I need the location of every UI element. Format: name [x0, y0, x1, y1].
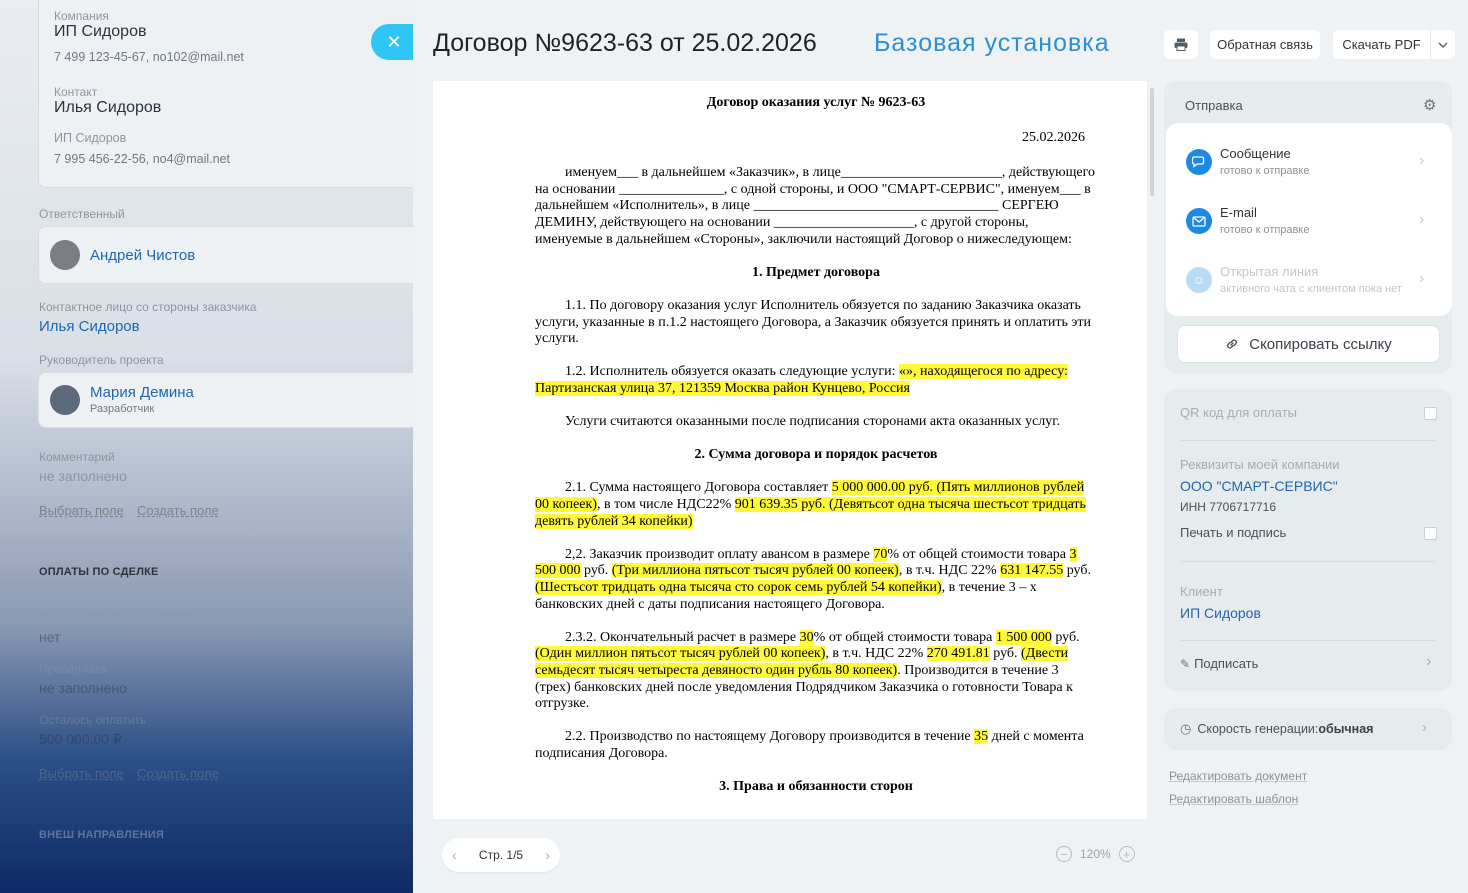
stamp-checkbox[interactable] [1424, 527, 1437, 540]
client-contact-caption: Контактное лицо со стороны заказчика [39, 300, 257, 314]
chevron-right-icon: › [1419, 152, 1425, 169]
generation-speed [1180, 721, 1373, 737]
channel-name: E-mail [1220, 205, 1257, 220]
create-field-link[interactable]: Создать поле [137, 503, 219, 518]
chevron-right-icon: › [1426, 653, 1432, 670]
clause-2-3-2-final: 2.3.2. Окончательный расчет в размере 30% от общей стоимости товара 1 500 000 руб. (Один миллион пятьсот тысяч рублей 00 копеек), в т.ч. НДС 22% 270 491.81 руб. (Двести семьдесят тысяч четыреста девяносто один рубль 80 копеек). Производится в течение 3 (трех) банковских дней после уведомления Подрядчиком Заказчика о готовности Товара к отгрузке. [535, 629, 1080, 712]
speed-value: обычная [1318, 722, 1374, 736]
choose-field-link-2[interactable]: Выбрать поле [39, 766, 124, 781]
bottom-section-title: ВНЕШ НАПРАВЛЕНИЯ [39, 829, 164, 841]
link-icon [1225, 337, 1239, 351]
send-title: Отправка [1185, 98, 1243, 113]
page-indicator: Стр. 1/5 [478, 848, 524, 862]
mail-icon [1186, 208, 1212, 234]
prepay-caption: Предоплата [39, 662, 107, 676]
feedback-button[interactable]: Обратная связь [1210, 30, 1320, 59]
recalc-value: нет [39, 629, 61, 645]
channel-status: готово к отправке [1220, 165, 1310, 177]
zoom-control [1056, 846, 1135, 862]
client-caption: Клиент [1180, 584, 1223, 599]
clause-2-2-advance: 2,2. Заказчик производит оплату авансом в размере 70% от общей стоимости товара 3 500 000 руб. (Три миллиона пятьсот тысяч рублей 00 копеек), в т.ч. НДС 22% 631 147.55 руб. (Шестьсот тридцать одна тысяча сто сорок семь рублей 54 копейки), в течение 3 – х банковских дней с даты подписания настоящего Договора. [535, 546, 1091, 612]
send-card [1164, 81, 1452, 373]
document-date: 25.02.2026 [1022, 129, 1085, 145]
document-intro: именуем___ в дальнейшем «Заказчик», в лице_______________________, действующего на основании _______________, с одной стороны, и ООО "СМАРТ-СЕРВИС", именуем___ в дальнейшем «Исполнитель», в лице ___________________________________ СЕРГЕЮ ДЕМИНУ, действующего на основании ____________________, с другой стороны, именуемые в дальнейшем «Стороны», заключили настоящий Договор о нижеследующем: [535, 165, 1095, 247]
choose-field-link[interactable]: Выбрать поле [39, 503, 124, 518]
document-slider-panel [413, 0, 1468, 893]
next-page-icon[interactable]: › [545, 847, 550, 863]
qr-checkbox[interactable] [1424, 407, 1437, 420]
gear-icon[interactable]: ⚙ [1423, 97, 1437, 114]
download-pdf-button[interactable]: Скачать PDF [1333, 30, 1430, 59]
pm-role: Разработчик [90, 403, 155, 415]
contact-name[interactable]: Илья Сидоров [54, 99, 162, 116]
zoom-out-icon[interactable]: − [1056, 846, 1072, 862]
document-title: Договор №9623-63 от 25.02.2026 [433, 29, 817, 57]
chevron-down-icon [1438, 42, 1448, 48]
client-contact-name[interactable]: Илья Сидоров [39, 318, 140, 335]
section-1-title: 1. Предмет договора [752, 264, 880, 280]
zoom-level: 120% [1080, 847, 1111, 861]
payments-section-title: ОПЛАТЫ ПО СДЕЛКЕ [39, 566, 159, 578]
chat-icon [1186, 149, 1212, 175]
highlight-total: 5 000 000.00 руб. (Пять миллионов рублей 00 копеек) [535, 480, 1085, 513]
divider [1180, 440, 1436, 441]
clause-2-1: 2.1. Сумма настоящего Договора составляет 5 000 000.00 руб. (Пять миллионов рублей 00 копеек), в том числе НДС22% 901 639.35 руб. (Девятьсот одна тысяча шестьсот тридцать девять рублей 34 копейки) [535, 480, 1086, 529]
requisites-card [1164, 389, 1452, 691]
channel-open-line[interactable] [1184, 261, 1439, 311]
chevron-right-icon: › [1419, 270, 1425, 287]
speed-label: Скорость генерации: [1197, 722, 1319, 736]
services-note: Услуги считаются оказанными после подписания сторонами акта оказанных услуг. [565, 414, 1060, 430]
pm-caption: Руководитель проекта [39, 353, 164, 367]
stamp-label: Печать и подпись [1180, 525, 1287, 540]
clock-icon: ◷ [1180, 721, 1192, 736]
highlight-vat: 901 639.35 руб. (Девятьсот одна тысяча шестьсот тридцать девять рублей 34 копейки) [535, 497, 1086, 529]
close-slider-button[interactable] [371, 24, 417, 60]
close-icon: ✕ [386, 31, 402, 52]
chevron-right-icon: › [1422, 719, 1427, 736]
generation-speed-card[interactable] [1164, 708, 1452, 750]
zoom-in-icon[interactable]: + [1119, 846, 1135, 862]
remain-caption: Осталось оплатить [39, 713, 147, 727]
sign-button[interactable] [1180, 656, 1258, 671]
comment-value: не заполнено [39, 468, 127, 484]
qr-label: QR код для оплаты [1180, 405, 1298, 420]
divider [1180, 561, 1436, 562]
divider [1180, 640, 1436, 641]
edit-template-link[interactable]: Редактировать шаблон [1169, 792, 1299, 806]
responsible-caption: Ответственный [39, 207, 125, 221]
copy-link-button[interactable] [1177, 325, 1440, 363]
contact-contacts: 7 995 456-22-56, no4@mail.net [54, 152, 231, 166]
send-channels [1166, 123, 1452, 316]
download-options-button[interactable] [1430, 30, 1455, 59]
clause-2-2-term: 2.2. Производство по настоящему Договору производится в течение 35 дней с момента подписания Договора. [535, 729, 1084, 761]
print-button[interactable] [1164, 30, 1198, 59]
edit-document-link[interactable]: Редактировать документ [1169, 769, 1308, 783]
responsible-avatar [50, 240, 80, 270]
my-company-inn: ИНН 7706717716 [1180, 500, 1277, 514]
document-preview[interactable] [433, 81, 1147, 819]
channel-status: активного чата с клиентом пока нет [1220, 283, 1402, 295]
channel-name: Сообщение [1220, 146, 1291, 161]
page-navigator [442, 838, 560, 872]
contact-caption: Контакт [54, 85, 98, 99]
channel-email[interactable] [1184, 202, 1439, 252]
print-icon [1174, 38, 1188, 51]
company-name[interactable]: ИП Сидоров [54, 23, 147, 40]
recalc-caption: Пересчитать данные сделки [39, 611, 198, 625]
clause-1-2: 1.2. Исполнитель обязуется оказать следующие услуги: «», находящегося по адресу: Партизанская улица 37, 121359 Москва район Кунцево, Россия [535, 364, 1068, 396]
copy-link-label: Скопировать ссылку [1249, 335, 1392, 353]
highlight-address: «», находящегося по адресу: Партизанская улица 37, 121359 Москва район Кунцево, Россия [535, 364, 1068, 396]
prepay-value: не заполнено [39, 680, 127, 696]
responsible-name[interactable]: Андрей Чистов [90, 247, 196, 264]
company-caption: Компания [54, 9, 109, 23]
open-line-icon: ☺ [1186, 267, 1212, 293]
comment-caption: Комментарий [39, 450, 115, 464]
chevron-right-icon: › [1419, 211, 1425, 228]
pm-name[interactable]: Мария Демина [90, 384, 194, 401]
document-body [535, 95, 1097, 812]
contact-company: ИП Сидоров [54, 131, 127, 145]
pm-avatar [50, 385, 80, 415]
company-contacts: 7 499 123-45-67, no102@mail.net [54, 50, 244, 64]
client-name[interactable]: ИП Сидоров [1180, 605, 1261, 621]
remain-value: 500 000.00 ₽ [39, 731, 122, 747]
my-company-name[interactable]: ООО "СМАРТ-СЕРВИС" [1180, 478, 1338, 494]
background-deal-card [0, 0, 413, 893]
document-scrollbar[interactable] [1150, 88, 1154, 196]
pen-icon: ✎ [1180, 656, 1191, 671]
clause-1-1: 1.1. По договору оказания услуг Исполнитель обязуется по заданию Заказчика оказать услуги, указанные в п.1.2 настоящего Договора, а Заказчик обязуется принять и оплатить эти услуги. [535, 297, 1092, 347]
channel-name: Открытая линия [1220, 264, 1319, 279]
section-3-title: 3. Права и обязанности сторон [719, 779, 913, 795]
sign-label: Подписать [1194, 656, 1259, 671]
prev-page-icon[interactable]: ‹ [452, 847, 457, 863]
create-field-link-2[interactable]: Создать поле [137, 766, 219, 781]
document-heading: Договор оказания услуг № 9623-63 [706, 95, 926, 110]
channel-message[interactable] [1184, 143, 1439, 193]
channel-status: готово к отправке [1220, 224, 1310, 236]
section-2-title: 2. Сумма договора и порядок расчетов [694, 447, 938, 463]
my-company-caption: Реквизиты моей компании [1180, 457, 1340, 472]
template-name: Базовая установка [874, 29, 1110, 57]
